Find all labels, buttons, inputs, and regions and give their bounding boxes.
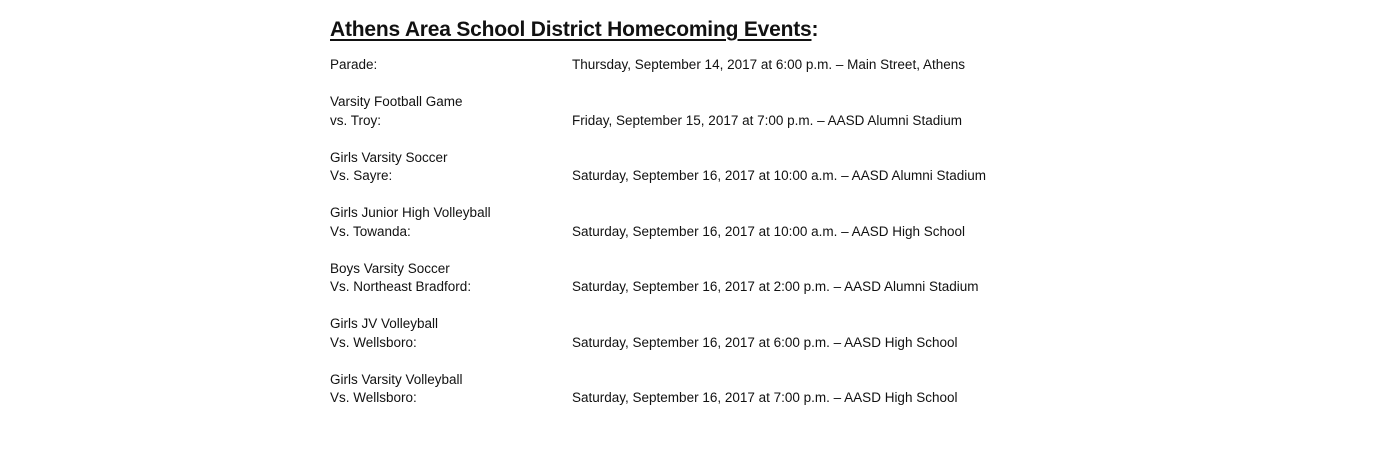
- event-details: Saturday, September 16, 2017 at 10:00 a.m. – AASD Alumni Stadium: [572, 168, 986, 183]
- event-row: [330, 204, 1090, 241]
- event-label: [330, 204, 572, 241]
- event-row: [330, 260, 1090, 297]
- event-details: Thursday, September 14, 2017 at 6:00 p.m. – Main Street, Athens: [572, 57, 965, 72]
- event-row: [330, 315, 1090, 352]
- event-name: Girls Junior High Volleyball: [330, 205, 491, 220]
- event-opponent: Vs. Northeast Bradford:: [330, 279, 472, 294]
- event-name: Varsity Football Game: [330, 94, 463, 109]
- document-title: [330, 16, 1090, 44]
- title-text: Athens Area School District Homecoming Events: [330, 18, 812, 41]
- event-label: [330, 149, 572, 186]
- event-details: Saturday, September 16, 2017 at 6:00 p.m. – AASD High School: [572, 334, 958, 350]
- event-label: [330, 93, 572, 130]
- event-opponent: Parade:: [330, 57, 378, 72]
- event-row: [330, 56, 1090, 75]
- event-label: [330, 260, 572, 297]
- event-details: Saturday, September 16, 2017 at 10:00 a.m. – AASD High School: [572, 223, 965, 239]
- event-row: [330, 93, 1090, 130]
- event-details: Saturday, September 16, 2017 at 2:00 p.m. – AASD Alumni Stadium: [572, 279, 979, 294]
- event-details: Friday, September 15, 2017 at 7:00 p.m. – AASD Alumni Stadium: [572, 112, 962, 128]
- document: [330, 16, 1090, 426]
- event-label: [330, 56, 572, 75]
- event-name: Boys Varsity Soccer: [330, 260, 450, 276]
- event-name: Girls Varsity Soccer: [330, 149, 448, 165]
- event-label: [330, 315, 572, 352]
- event-opponent: Vs. Wellsboro:: [330, 390, 417, 405]
- event-opponent: Vs. Sayre:: [330, 168, 393, 183]
- title-colon: :: [811, 18, 819, 41]
- event-details: Saturday, September 16, 2017 at 7:00 p.m. – AASD High School: [572, 390, 958, 405]
- event-row: [330, 149, 1090, 186]
- event-label: [330, 371, 572, 408]
- event-row: [330, 371, 1090, 408]
- event-name: Girls Varsity Volleyball: [330, 371, 463, 387]
- event-name: Girls JV Volleyball: [330, 316, 439, 331]
- event-opponent: Vs. Wellsboro:: [330, 334, 417, 350]
- event-opponent: vs. Troy:: [330, 112, 382, 128]
- event-opponent: Vs. Towanda:: [330, 223, 411, 239]
